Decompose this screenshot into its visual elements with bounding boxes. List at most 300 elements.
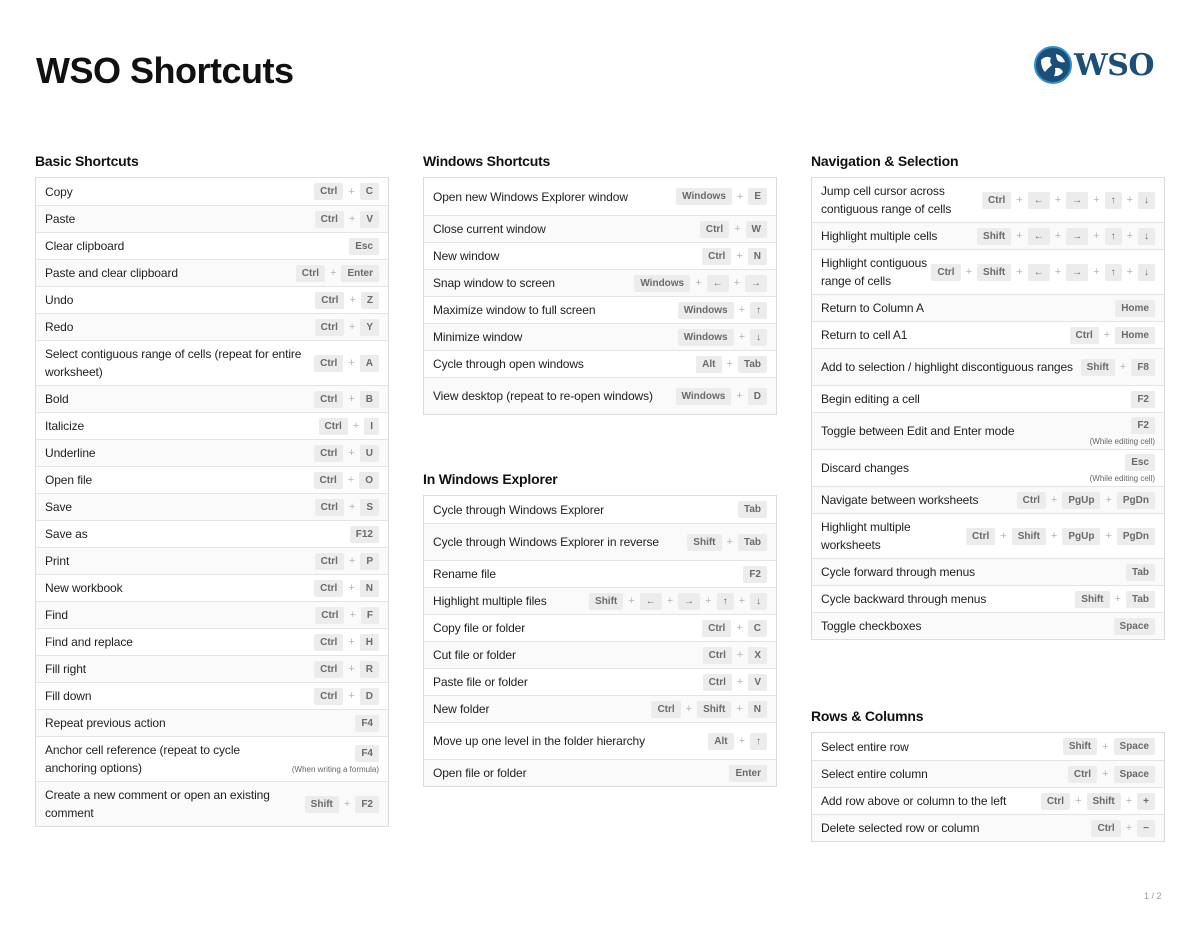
key-cap: Ctrl (314, 688, 343, 705)
key-cap: Tab (738, 501, 767, 518)
shortcut-label: Cycle through Windows Explorer in reverse (433, 535, 659, 549)
shortcut-row (36, 178, 388, 205)
key-combination (729, 765, 767, 782)
shortcut-row (36, 520, 388, 547)
key-cap: ↑ (750, 733, 767, 750)
shortcut-label: Return to Column A (821, 301, 924, 315)
shortcut-keys (651, 701, 767, 718)
shortcut-label: Copy (45, 184, 73, 199)
shortcut-label: Select entire column (821, 767, 928, 781)
key-cap: Alt (708, 733, 733, 750)
shortcut-keys (314, 634, 379, 651)
key-cap: Ctrl (296, 265, 325, 282)
shortcut-note: (While editing cell) (1089, 436, 1155, 446)
key-cap: ↑ (1105, 228, 1122, 245)
shortcut-label: Maximize window to full screen (433, 303, 596, 317)
key-combination (1063, 738, 1155, 755)
shortcut-keys (314, 580, 379, 597)
key-cap: F4 (355, 715, 379, 732)
shortcut-label: Cycle forward through menus (821, 565, 976, 579)
shortcut-label: Highlight multiple cells (821, 229, 938, 243)
key-cap: ↓ (750, 329, 767, 346)
key-cap: Ctrl (315, 319, 344, 336)
plus-separator: + (1105, 494, 1112, 506)
shortcut-table (423, 177, 777, 415)
key-combination (676, 188, 767, 205)
shortcut-keys (589, 593, 767, 610)
shortcut-keys (314, 355, 379, 372)
key-combination (1081, 359, 1155, 376)
shortcut-label: Paste and clear clipboard (45, 266, 178, 280)
key-combination (314, 634, 379, 651)
key-combination (1091, 820, 1155, 837)
shortcut-keys (1081, 359, 1155, 376)
key-cap: Space (1114, 766, 1155, 783)
key-cap: E (748, 188, 767, 205)
plus-separator: + (1114, 593, 1121, 605)
shortcut-row (36, 736, 388, 781)
plus-separator: + (348, 321, 356, 333)
key-cap: F (361, 607, 379, 624)
shortcut-keys (314, 391, 379, 408)
key-combination (589, 593, 767, 610)
shortcut-keys (708, 733, 767, 750)
shortcut-keys (729, 765, 767, 782)
plus-separator: + (738, 735, 745, 747)
key-cap: Ctrl (1070, 327, 1099, 344)
key-cap: Esc (349, 238, 379, 255)
shortcut-row (812, 486, 1164, 513)
key-combination (314, 445, 379, 462)
shortcut-label: Open file or folder (433, 766, 527, 780)
plus-separator: + (348, 555, 356, 567)
shortcut-row (424, 695, 776, 722)
shortcut-label: Fill right (45, 662, 87, 676)
key-cap: PgDn (1117, 528, 1155, 545)
plus-separator: + (1016, 194, 1023, 206)
shortcut-keys (315, 319, 379, 336)
key-cap: Windows (678, 329, 734, 346)
key-cap: Ctrl (1091, 820, 1120, 837)
shortcut-label: Select entire row (821, 739, 909, 754)
section-title: Navigation & Selection (811, 153, 959, 169)
shortcut-keys (1070, 327, 1155, 344)
key-combination (315, 319, 379, 336)
shortcut-label: Paste (45, 212, 76, 226)
key-combination (305, 796, 379, 813)
shortcut-keys (315, 499, 379, 516)
key-cap: Home (1115, 300, 1155, 317)
key-cap: V (748, 674, 767, 691)
key-cap: Shift (687, 534, 721, 551)
shortcut-keys (687, 534, 767, 551)
key-combination (1114, 618, 1155, 635)
key-cap: F4 (355, 745, 379, 762)
shortcut-label: Jump cell cursor across contiguous range of cells (821, 184, 952, 216)
key-cap: Shift (1081, 359, 1115, 376)
key-cap: Shift (1063, 738, 1097, 755)
shortcut-keys (931, 264, 1155, 281)
shortcut-row (812, 760, 1164, 787)
section-title: In Windows Explorer (423, 471, 558, 487)
shortcut-keys (1114, 618, 1155, 635)
plus-separator: + (348, 393, 355, 405)
plus-separator: + (736, 622, 743, 634)
key-cap: ↑ (717, 593, 734, 610)
key-cap: Ctrl (1017, 492, 1046, 509)
rows-columns-section (811, 706, 1165, 842)
key-cap: N (748, 701, 767, 718)
shortcut-label: Copy file or folder (433, 621, 526, 635)
plus-separator: + (347, 474, 355, 486)
shortcut-row (424, 242, 776, 269)
plus-separator: + (348, 185, 355, 198)
key-cap: → (1066, 192, 1088, 209)
key-cap: Home (1115, 327, 1155, 344)
shortcut-label: Move up one level in the folder hierarchy (433, 734, 646, 748)
key-cap: Ctrl (703, 647, 732, 664)
key-cap: Ctrl (315, 553, 344, 570)
key-cap: → (1066, 228, 1088, 245)
shortcut-row (812, 733, 1164, 760)
key-cap: ↑ (1105, 264, 1122, 281)
key-cap: U (360, 445, 379, 462)
key-cap: D (360, 688, 379, 705)
key-combination (349, 238, 379, 255)
shortcut-label: Minimize window (433, 330, 523, 344)
key-combination (743, 566, 767, 583)
shortcut-row (812, 787, 1164, 814)
shortcut-label: Redo (45, 320, 74, 334)
key-combination (703, 674, 767, 691)
plus-separator: + (726, 536, 733, 548)
shortcut-label: Select contiguous range of cells (repeat for entire worksheet) (45, 347, 302, 379)
shortcut-label: Undo (45, 293, 74, 307)
key-combination (314, 355, 379, 372)
shortcut-label: Cut file or folder (433, 648, 516, 662)
shortcut-row (424, 722, 776, 759)
shortcut-keys (743, 566, 767, 583)
key-combination (314, 688, 379, 705)
shortcut-label: Open new Windows Explorer window (433, 189, 628, 204)
shortcut-row (424, 178, 776, 215)
shortcut-label: Rename file (433, 567, 496, 581)
shortcut-row (36, 412, 388, 439)
plus-separator: + (1093, 230, 1100, 242)
shortcut-label: Underline (45, 446, 96, 460)
shortcut-row (424, 269, 776, 296)
key-cap: Ctrl (702, 248, 731, 265)
key-cap: Ctrl (315, 292, 344, 309)
shortcut-row (424, 641, 776, 668)
key-cap: Ctrl (703, 674, 732, 691)
page-number: 1 / 2 (1144, 891, 1162, 901)
shortcut-label: Create a new comment or open an existing comment (45, 788, 270, 820)
key-combination (314, 391, 379, 408)
key-cap: PgUp (1062, 492, 1100, 509)
key-combination (1017, 492, 1155, 509)
key-cap: Shift (1087, 793, 1121, 810)
key-cap: F2 (1131, 391, 1155, 408)
key-combination (678, 329, 767, 346)
plus-separator: + (348, 690, 355, 702)
key-cap: Ctrl (702, 620, 731, 637)
key-cap: R (360, 661, 379, 678)
plus-separator: + (1093, 194, 1100, 206)
key-cap: Ctrl (700, 221, 729, 238)
plus-separator: + (348, 636, 355, 648)
shortcut-label: Fill down (45, 689, 92, 703)
key-combination (977, 228, 1155, 245)
shortcut-keys (1126, 564, 1155, 581)
shortcut-row (424, 215, 776, 242)
key-cap: Ctrl (314, 445, 343, 462)
shortcut-row (36, 385, 388, 412)
shortcut-keys (700, 221, 767, 238)
key-cap: Ctrl (1068, 766, 1097, 783)
shortcut-keys (350, 526, 379, 543)
plus-separator: + (349, 609, 356, 621)
shortcut-row (36, 232, 388, 259)
plus-separator: + (1054, 230, 1062, 242)
shortcut-row (36, 340, 388, 385)
key-combination (702, 620, 767, 637)
key-cap: ← (640, 593, 662, 610)
shortcut-keys (1017, 492, 1155, 509)
key-combination (350, 526, 379, 543)
shortcut-row (36, 259, 388, 286)
key-cap: Ctrl (314, 391, 343, 408)
plus-separator: + (965, 266, 973, 278)
key-cap: B (360, 391, 379, 408)
shortcut-row (36, 781, 388, 826)
shortcut-label: Save as (45, 527, 88, 541)
shortcut-keys (315, 292, 379, 309)
plus-separator: + (348, 663, 355, 675)
shortcut-keys (678, 302, 767, 319)
plus-separator: + (736, 703, 743, 715)
key-combination (314, 580, 379, 597)
key-combination (738, 501, 767, 518)
shortcut-label: Highlight multiple worksheets (821, 520, 911, 552)
key-cap: Shift (977, 264, 1011, 281)
key-cap: ← (1028, 228, 1050, 245)
shortcut-row (36, 655, 388, 682)
key-cap: Y (360, 319, 379, 336)
shortcut-keys (355, 715, 379, 732)
plus-separator: + (1119, 361, 1127, 373)
key-combination (931, 264, 1155, 281)
key-cap: C (360, 183, 379, 200)
shortcut-table (811, 177, 1165, 640)
key-combination (315, 607, 379, 624)
key-combination (296, 265, 379, 282)
key-cap: Ctrl (319, 418, 348, 435)
plus-separator: + (348, 501, 356, 513)
shortcut-row (812, 249, 1164, 294)
key-combination (1125, 454, 1155, 471)
key-cap: − (1137, 820, 1155, 837)
plus-separator: + (628, 595, 635, 607)
shortcut-label: Begin editing a cell (821, 392, 920, 406)
navigation-selection-section (811, 151, 1165, 640)
key-cap: F2 (355, 796, 379, 813)
shortcut-row (812, 178, 1164, 222)
shortcut-label: Return to cell A1 (821, 328, 908, 342)
plus-separator: + (1102, 740, 1109, 753)
key-cap: Ctrl (931, 264, 960, 281)
key-combination (703, 647, 767, 664)
key-cap: Enter (341, 265, 379, 282)
shortcut-label: Find (45, 608, 68, 622)
key-cap: A (360, 355, 379, 372)
shortcut-row (424, 350, 776, 377)
key-cap: ↑ (1105, 192, 1122, 209)
key-combination (1068, 766, 1155, 783)
plus-separator: + (734, 223, 741, 235)
key-cap: Shift (589, 593, 623, 610)
shortcut-label: New folder (433, 702, 490, 716)
key-cap: ↓ (1138, 192, 1155, 209)
shortcut-label: Add to selection / highlight discontiguous ranges (821, 360, 1073, 374)
key-cap: W (746, 221, 767, 238)
shortcut-keys (314, 661, 379, 678)
key-cap: S (360, 499, 379, 516)
key-combination (315, 499, 379, 516)
key-combination (702, 248, 767, 265)
shortcut-label: New workbook (45, 581, 123, 595)
shortcut-keys (1075, 591, 1155, 608)
key-combination (314, 183, 379, 200)
key-combination (314, 661, 379, 678)
shortcut-keys (702, 620, 767, 637)
key-combination (1115, 300, 1155, 317)
plus-separator: + (733, 277, 740, 289)
shortcut-label: Highlight contiguous range of cells (821, 256, 928, 288)
key-cap: ↓ (750, 593, 767, 610)
shortcut-keys (634, 275, 767, 292)
section-title: Basic Shortcuts (35, 153, 139, 169)
key-cap: Ctrl (314, 634, 343, 651)
key-cap: ← (1028, 192, 1050, 209)
key-cap: Shift (977, 228, 1011, 245)
shortcut-label: Save (45, 500, 72, 514)
shortcut-keys (315, 553, 379, 570)
plus-separator: + (738, 331, 745, 343)
key-cap: Ctrl (315, 499, 344, 516)
key-cap: + (1137, 793, 1155, 810)
plus-separator: + (1103, 329, 1111, 341)
shortcut-label: Toggle between Edit and Enter mode (821, 424, 1015, 438)
plus-separator: + (736, 250, 743, 262)
shortcut-keys (305, 796, 379, 813)
plus-separator: + (736, 390, 743, 402)
shortcut-row (36, 313, 388, 340)
key-combination (355, 715, 379, 732)
shortcut-row (812, 513, 1164, 558)
section-title: Windows Shortcuts (423, 153, 551, 169)
section-title: Rows & Columns (811, 708, 924, 724)
key-cap: F2 (1131, 417, 1155, 434)
shortcut-keys (676, 388, 767, 405)
key-cap: ← (707, 275, 729, 292)
shortcut-label: Open file (45, 473, 93, 487)
plus-separator: + (349, 294, 356, 306)
key-cap: Ctrl (314, 472, 343, 489)
shortcut-keys (966, 528, 1155, 545)
shortcut-note: (When writing a formula) (291, 764, 379, 774)
plus-separator: + (352, 420, 360, 432)
shortcut-row (36, 574, 388, 601)
key-cap: Shift (1012, 528, 1046, 545)
shortcut-row (812, 385, 1164, 412)
key-cap: Ctrl (1041, 793, 1070, 810)
plus-separator: + (1126, 230, 1133, 242)
key-cap: Windows (678, 302, 734, 319)
shortcut-row (36, 286, 388, 313)
shortcut-row (36, 547, 388, 574)
shortcut-keys (696, 356, 767, 373)
shortcut-label: View desktop (repeat to re-open windows) (433, 389, 653, 403)
shortcut-table (423, 495, 777, 787)
key-cap: ↑ (750, 302, 767, 319)
shortcut-keys (1115, 300, 1155, 317)
key-cap: Ctrl (314, 580, 343, 597)
plus-separator: + (1054, 266, 1062, 278)
shortcut-row (424, 323, 776, 350)
shortcut-keys (1041, 793, 1155, 810)
key-combination (315, 211, 379, 228)
shortcut-label: Cycle backward through menus (821, 592, 987, 606)
shortcut-label: Italicize (45, 419, 85, 433)
key-cap: Tab (1126, 564, 1155, 581)
shortcut-keys (702, 248, 767, 265)
key-cap: Shift (1075, 591, 1109, 608)
shortcut-row (424, 668, 776, 695)
shortcut-label: Discard changes (821, 461, 909, 475)
plus-separator: + (685, 703, 693, 715)
globe-icon (1034, 46, 1072, 84)
key-combination (315, 292, 379, 309)
key-cap: Windows (676, 188, 732, 205)
key-cap: Tab (738, 534, 767, 551)
plus-separator: + (1125, 795, 1133, 807)
shortcut-row (36, 493, 388, 520)
shortcut-keys (1090, 454, 1155, 483)
plus-separator: + (1105, 530, 1112, 542)
key-cap: Space (1114, 738, 1155, 755)
key-cap: Space (1114, 618, 1155, 635)
key-cap: Windows (676, 388, 732, 405)
shortcut-row (36, 709, 388, 736)
key-cap: Ctrl (982, 192, 1011, 209)
shortcut-row (36, 466, 388, 493)
key-cap: → (745, 275, 767, 292)
shortcut-row (812, 585, 1164, 612)
logo-text: WSO (1074, 47, 1154, 83)
shortcut-row (424, 587, 776, 614)
plus-separator: + (666, 595, 674, 607)
key-cap: F2 (743, 566, 767, 583)
shortcut-keys (977, 228, 1155, 245)
shortcut-row (36, 628, 388, 655)
key-combination (1041, 793, 1155, 810)
key-cap: Tab (738, 356, 767, 373)
shortcut-keys (314, 472, 379, 489)
key-cap: ↓ (1138, 228, 1155, 245)
shortcut-keys (982, 192, 1155, 209)
shortcut-label: Repeat previous action (45, 716, 166, 730)
